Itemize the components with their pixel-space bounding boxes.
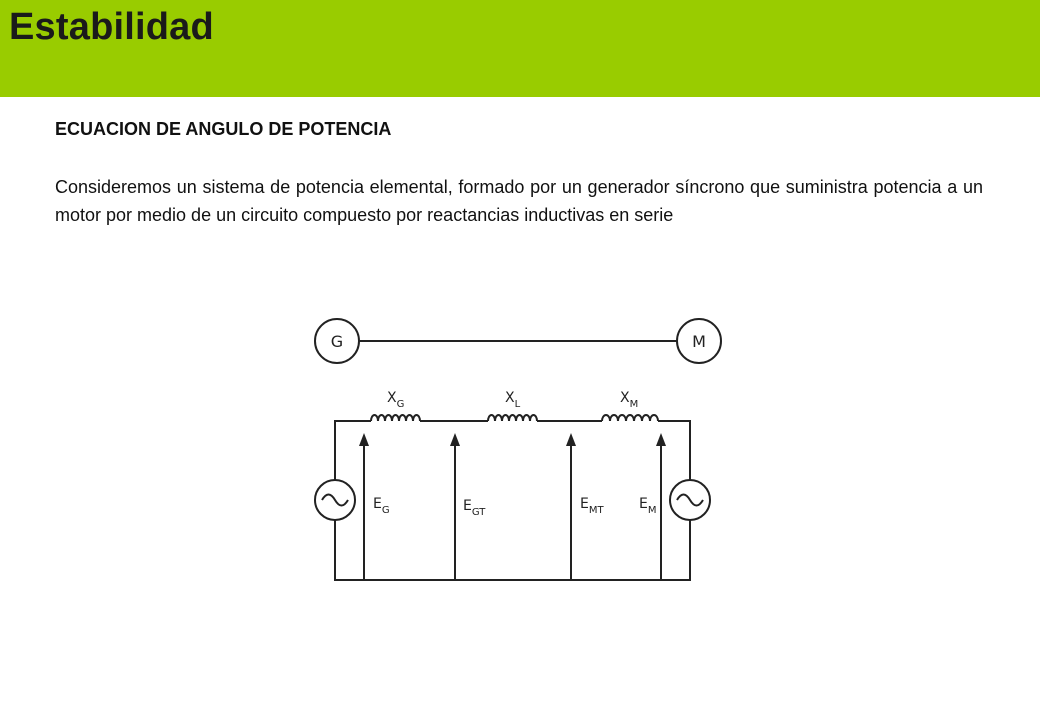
arrowhead (566, 433, 576, 446)
reactance-label-xm: $X_M$ (620, 390, 639, 410)
arrowhead (359, 433, 369, 446)
reactance-label-xg: $X_G$ (387, 390, 405, 410)
motor-label: M (692, 332, 706, 351)
voltage-label-emt: $E_{MT}$ (580, 496, 604, 516)
page-title: Estabilidad (9, 6, 214, 48)
inductor-xg (371, 415, 420, 421)
section-subtitle: ECUACION DE ANGULO DE POTENCIA (55, 119, 392, 139)
voltage-label-em: $E_M$ (639, 496, 657, 516)
arrowhead (656, 433, 666, 446)
inductor-xm (602, 415, 658, 421)
inductor-xl (488, 415, 537, 421)
circuit-frame (335, 421, 690, 580)
arrowhead (450, 433, 460, 446)
intro-paragraph: Consideremos un sistema de potencia elemental, formado por un generador síncrono que suministra potencia a un motor por medio de un circuito compuesto por reactancias inductivas en serie (55, 177, 983, 225)
voltage-label-eg: $E_G$ (373, 496, 390, 516)
generator-label: G (330, 332, 344, 351)
reactance-label-xl: $X_L$ (505, 390, 521, 410)
voltage-label-egt: $E_{GT}$ (463, 498, 486, 518)
